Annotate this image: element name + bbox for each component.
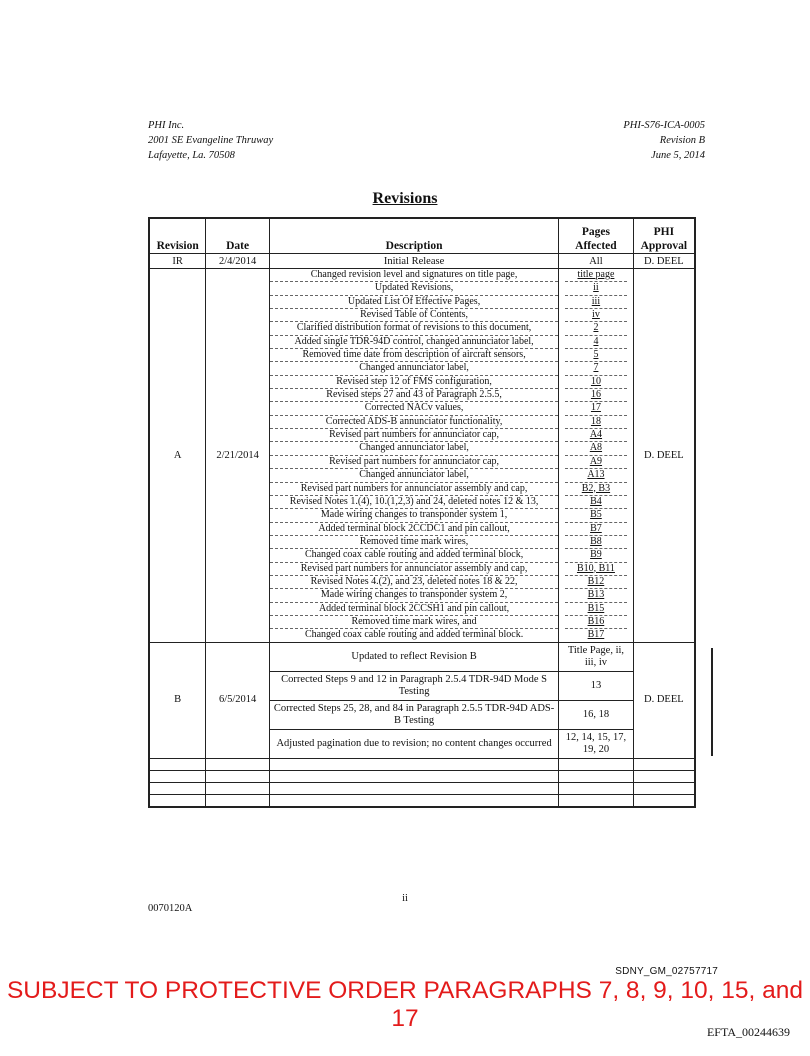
b-description: Corrected Steps 25, 28, and 84 in Paragraph 2.5.5 TDR-94D ADS-B Testing	[269, 700, 558, 729]
a-pages-line: 4	[565, 336, 627, 349]
a-desc-line: Revised Notes 4.(2), and 23, deleted notes 18 & 22,	[270, 576, 558, 589]
a-desc-line: Revised part numbers for annunciator cap,	[270, 456, 558, 469]
a-pages	[559, 269, 634, 643]
a-desc-line: Changed annunciator label,	[270, 362, 558, 375]
ir-pages: All	[559, 254, 634, 269]
a-pages-line: 7	[565, 362, 627, 375]
a-pages-line: B16	[565, 616, 627, 629]
a-pages-line: 5	[565, 349, 627, 362]
b-date: 6/5/2014	[206, 642, 270, 758]
a-pages-line: iii	[565, 296, 627, 309]
a-pages-line: 17	[565, 402, 627, 415]
efta-number: EFTA_00244639	[706, 1025, 790, 1039]
b-pages: 16, 18	[559, 700, 634, 729]
a-desc-line: Revised part numbers for annunciator assembly and cap,	[270, 563, 558, 576]
a-desc-line: Corrected NACv values,	[270, 402, 558, 415]
a-desc-line: Revised Notes 1.(4), 10.(1,2,3) and 24, deleted notes 12 & 13,	[270, 496, 558, 509]
a-desc-line: Removed time date from description of aircraft sensors,	[270, 349, 558, 362]
b-pages: 12, 14, 15, 17, 19, 20	[559, 729, 634, 758]
a-pages-line: B5	[565, 509, 627, 522]
table-row-empty	[149, 782, 695, 794]
a-desc-line: Removed time mark wires, and	[270, 616, 558, 629]
a-pages-line: A9	[565, 456, 627, 469]
a-desc-line: Changed revision level and signatures on title page,	[270, 269, 558, 282]
page-number: ii	[402, 893, 408, 904]
a-desc-line: Revised part numbers for annunciator assembly and cap,	[270, 483, 558, 496]
bates-number: SDNY_GM_02757717	[615, 966, 718, 977]
ir-date: 2/4/2014	[206, 254, 270, 269]
a-pages-line: iv	[565, 309, 627, 322]
table-row-empty	[149, 794, 695, 807]
a-desc-line: Changed annunciator label,	[270, 442, 558, 455]
b-description: Adjusted pagination due to revision; no content changes occurred	[269, 729, 558, 758]
a-pages-line: A13	[565, 469, 627, 482]
a-desc-line: Made wiring changes to transponder system 2,	[270, 589, 558, 602]
table-row-empty	[149, 758, 695, 770]
a-desc-line: Made wiring changes to transponder system 1,	[270, 509, 558, 522]
a-desc-line: Revised Table of Contents,	[270, 309, 558, 322]
a-desc-line: Changed coax cable routing and added terminal block,	[270, 549, 558, 562]
a-revision: A	[149, 269, 206, 643]
a-desc-line: Clarified distribution format of revisions to this document,	[270, 322, 558, 335]
header-address-block	[148, 118, 273, 163]
a-desc-line: Removed time mark wires,	[270, 536, 558, 549]
approval-header-line-1: PHI	[653, 226, 675, 238]
protective-order-notice: SUBJECT TO PROTECTIVE ORDER PARAGRAPHS 7, 8, 9, 10, 15, and 17	[6, 977, 804, 1032]
document-revision: Revision B	[659, 135, 705, 146]
a-desc-line: Updated List Of Effective Pages,	[270, 296, 558, 309]
document-code: 0070120A	[148, 903, 193, 914]
a-desc-line: Added single TDR-94D control, changed annunciator label,	[270, 336, 558, 349]
company-name: PHI Inc.	[148, 120, 185, 131]
a-desc-line: Revised steps 27 and 43 of Paragraph 2.5.5,	[270, 389, 558, 402]
ir-description: Initial Release	[269, 254, 558, 269]
col-header-approval	[633, 218, 695, 254]
a-pages-line: B13	[565, 589, 627, 602]
a-desc-line: Added terminal block 2CCDC1 and pin callout,	[270, 523, 558, 536]
col-header-date: Date	[206, 218, 270, 254]
approval-header-line-2: Approval	[640, 240, 688, 252]
document-date: June 5, 2014	[651, 150, 705, 161]
a-pages-line: 10	[565, 376, 627, 389]
col-header-pages	[559, 218, 634, 254]
pages-header-line-2: Affected	[575, 240, 617, 252]
table-header-row	[149, 218, 695, 254]
a-pages-line: B4	[565, 496, 627, 509]
document-id: PHI-S76-ICA-0005	[623, 120, 705, 131]
a-pages-line: 16	[565, 389, 627, 402]
b-pages: Title Page, ii, iii, iv	[559, 642, 634, 671]
page-title: Revisions	[372, 190, 438, 207]
b-revision: B	[149, 642, 206, 758]
a-desc-line: Added terminal block 2CCSH1 and pin callout,	[270, 603, 558, 616]
b-approval: D. DEEL	[633, 642, 695, 758]
a-pages-line: B8	[565, 536, 627, 549]
a-pages-line: 2	[565, 322, 627, 335]
a-pages-line: B7	[565, 523, 627, 536]
pages-header-line-1: Pages	[581, 226, 610, 238]
header-doc-block	[623, 118, 705, 163]
a-pages-line: B2, B3	[565, 483, 627, 496]
table-row-b-1	[149, 642, 695, 671]
a-approval: D. DEEL	[633, 269, 695, 643]
a-pages-line: A8	[565, 442, 627, 455]
a-pages-line: 18	[565, 416, 627, 429]
ir-approval: D. DEEL	[633, 254, 695, 269]
b-description: Corrected Steps 9 and 12 in Paragraph 2.5.4 TDR-94D Mode S Testing	[269, 671, 558, 700]
table-row-ir	[149, 254, 695, 269]
a-desc-line: Changed annunciator label,	[270, 469, 558, 482]
ir-revision: IR	[149, 254, 206, 269]
a-desc-line: Corrected ADS-B annunciator functionality,	[270, 416, 558, 429]
change-bar	[711, 648, 713, 756]
a-pages-line: B10, B11	[565, 563, 627, 576]
a-descriptions	[269, 269, 558, 643]
b-pages: 13	[559, 671, 634, 700]
b-description: Updated to reflect Revision B	[269, 642, 558, 671]
a-desc-line: Revised part numbers for annunciator cap,	[270, 429, 558, 442]
a-pages-line: B9	[565, 549, 627, 562]
a-pages-line: title page	[565, 269, 627, 282]
table-row-empty	[149, 770, 695, 782]
a-pages-line: B12	[565, 576, 627, 589]
a-desc-line: Revised step 12 of FMS configuration,	[270, 376, 558, 389]
address-line-2: Lafayette, La. 70508	[148, 150, 235, 161]
col-header-description: Description	[269, 218, 558, 254]
revisions-table	[148, 217, 696, 808]
a-desc-line: Changed coax cable routing and added terminal block.	[304, 629, 524, 641]
a-date: 2/21/2014	[206, 269, 270, 643]
a-pages-line: ii	[565, 282, 627, 295]
table-row-a	[149, 269, 695, 643]
col-header-revision: Revision	[149, 218, 206, 254]
address-line-1: 2001 SE Evangeline Thruway	[148, 135, 274, 146]
a-pages-line: B15	[565, 603, 627, 616]
a-desc-line: Updated Revisions,	[270, 282, 558, 295]
a-pages-line: A4	[565, 429, 627, 442]
a-pages-line: B17	[587, 629, 605, 641]
